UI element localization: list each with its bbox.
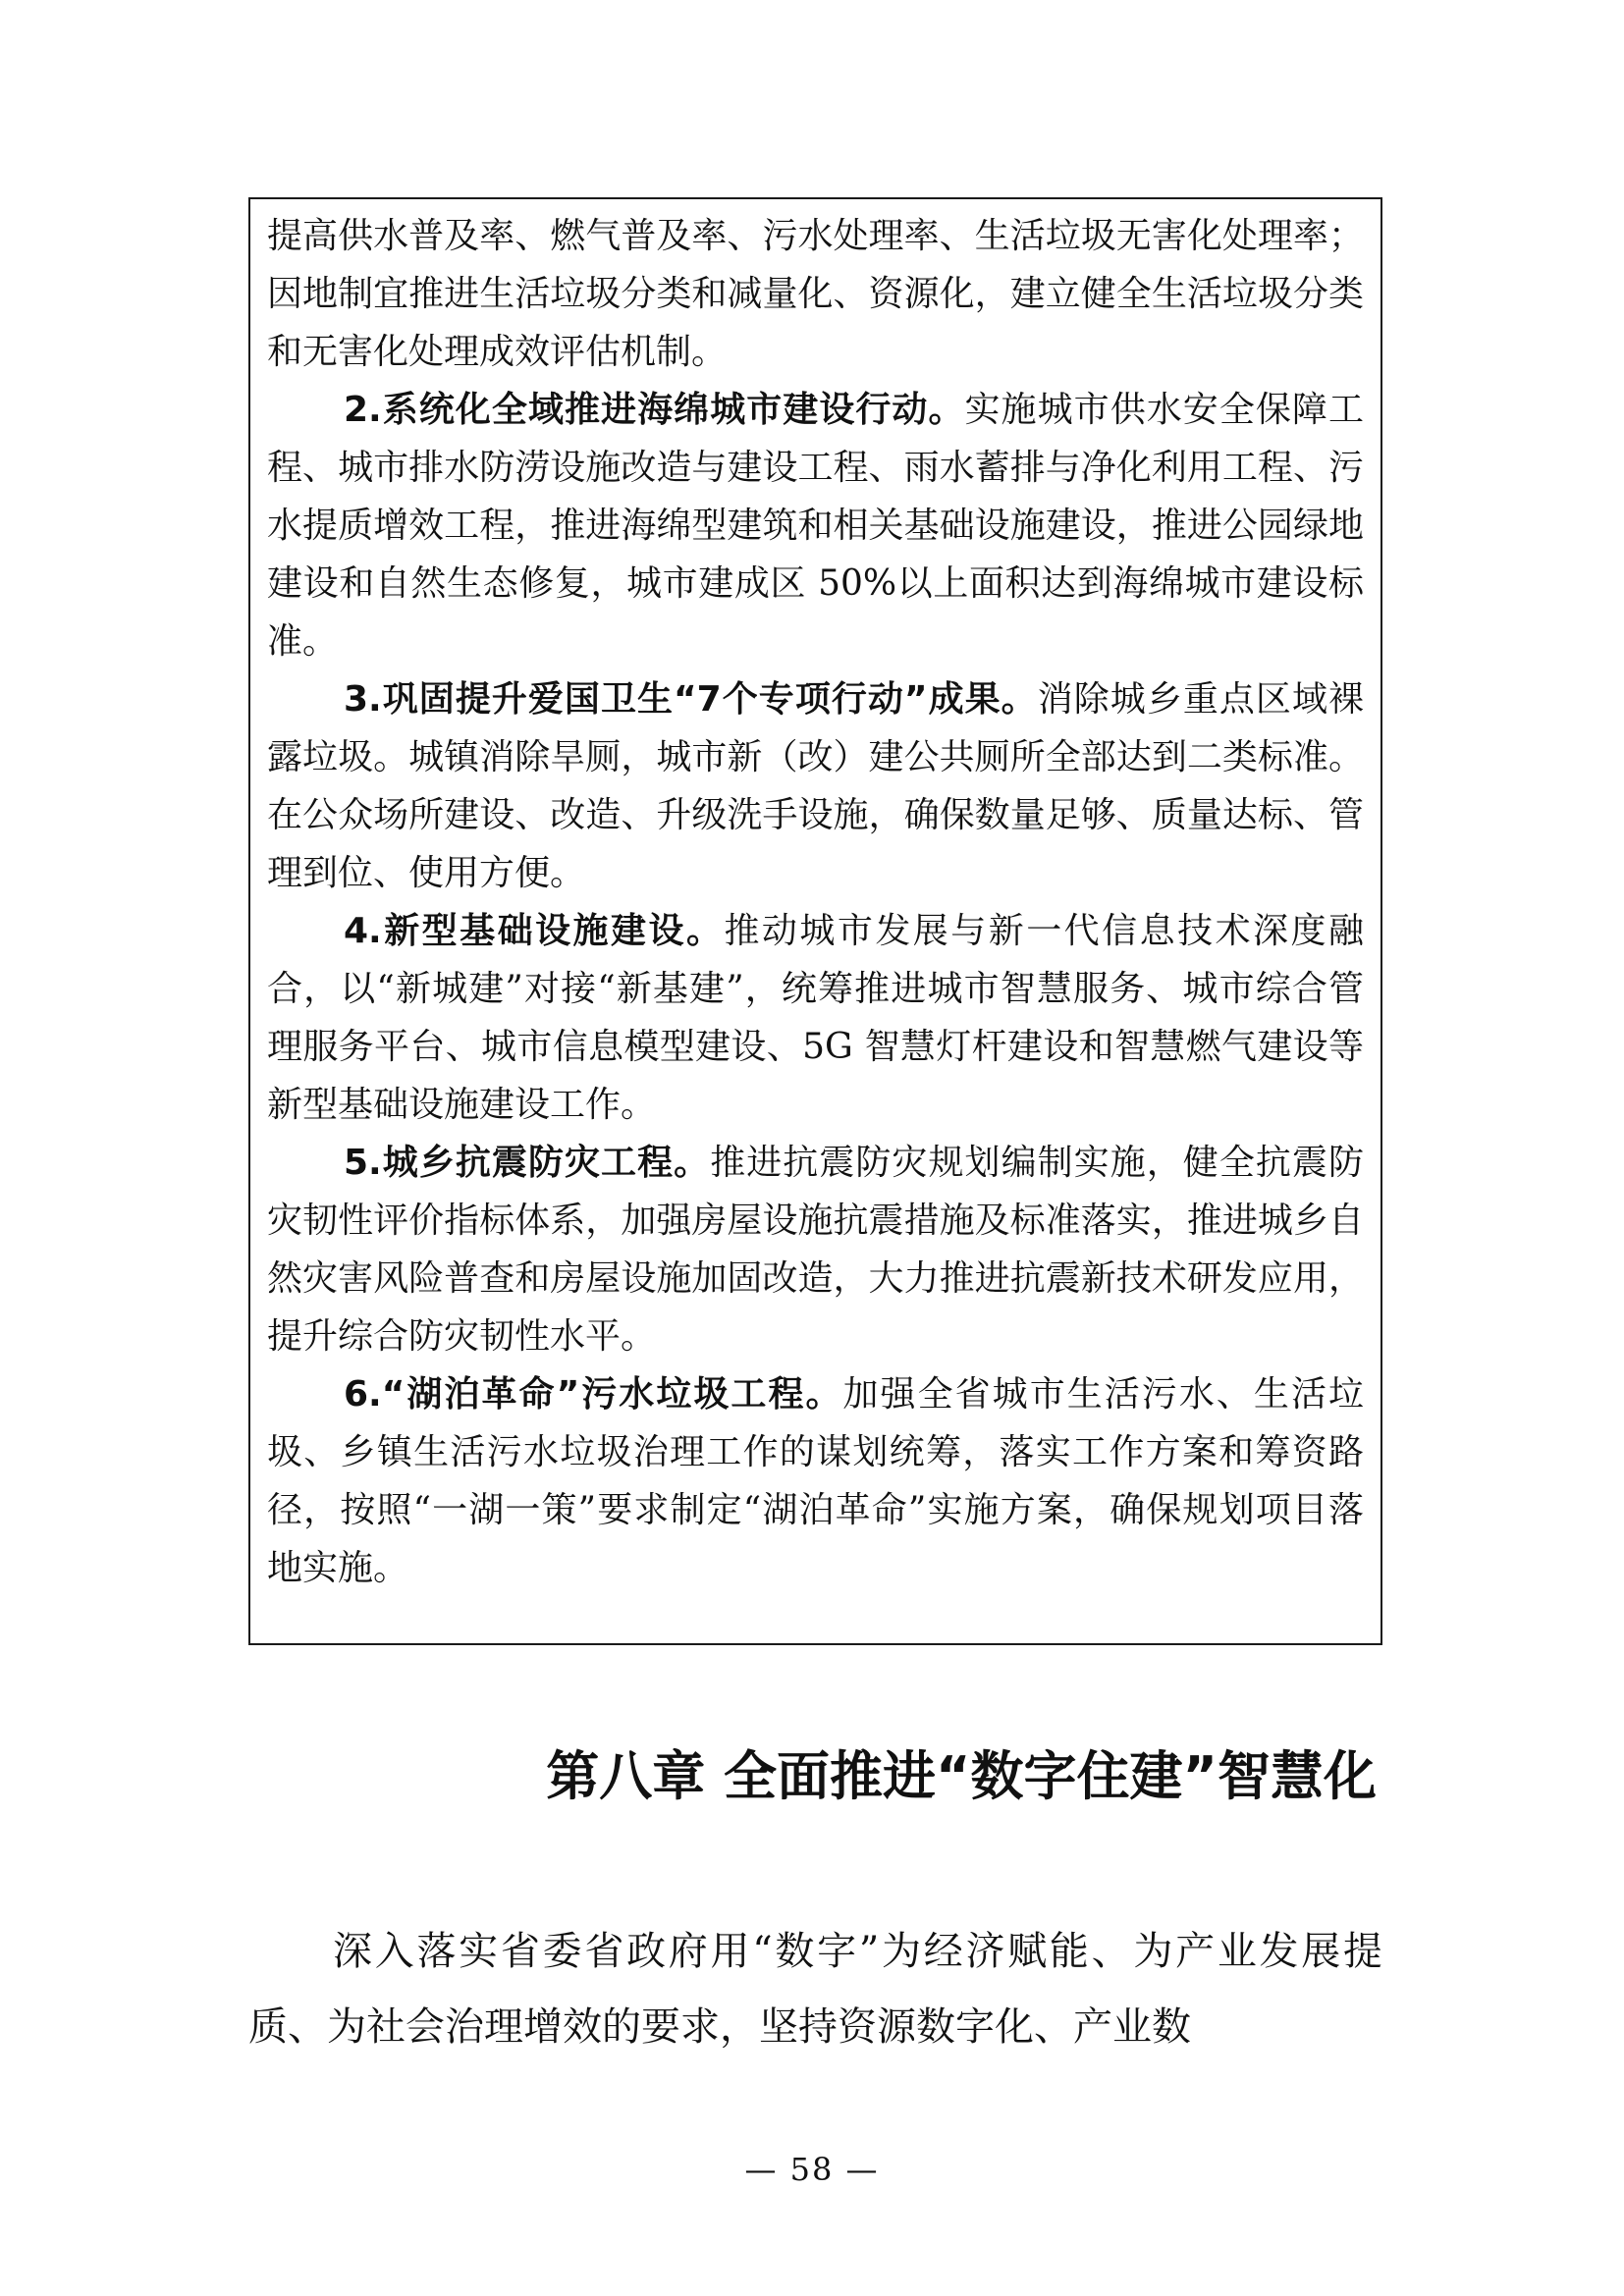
box-item-text: 推进抗震防灾规划编制实施，健全抗震防灾韧性评价指标体系，加强房屋设施抗震措施及标准落实，推进城乡自然灾害风险普查和房屋设施加固改造，大力推进抗震新技术研发应用，提升综合防灾韧性水平。 [267,1143,1364,1357]
box-item-2 [267,381,1364,670]
box-item-heading: 6.“湖泊革命”污水垃圾工程。 [344,1374,843,1415]
box-item-heading: 2.系统化全域推进海绵城市建设行动。 [344,390,965,430]
box-item-6 [267,1365,1364,1597]
box-intro-paragraph: 提高供水普及率、燃气普及率、污水处理率、生活垃圾无害化处理率；因地制宜推进生活垃圾分类和减量化、资源化，建立健全生活垃圾分类和无害化处理成效评估机制。 [267,216,1364,372]
box-item-text: 消除城乡重点区域裸露垃圾。城镇消除旱厕，城市新（改）建公共厕所全部达到二类标准。在公众场所建设、改造、升级洗手设施，确保数量足够、质量达标、管理到位、使用方便。 [267,679,1364,893]
box-item-3 [267,670,1364,902]
page-number: — 58 — [744,2151,880,2188]
box-item-heading: 4.新型基础设施建设。 [344,911,725,951]
box-item-text: 加强全省城市生活污水、生活垃圾、乡镇生活污水垃圾治理工作的谋划统筹，落实工作方案和筹资路径，按照“一湖一策”要求制定“湖泊革命”实施方案，确保规划项目落地实施。 [267,1374,1364,1588]
box-item-text: 推动城市发展与新一代信息技术深度融合，以“新城建”对接“新基建”，统筹推进城市智慧服务、城市综合管理服务平台、城市信息模型建设、5G 智慧灯杆建设和智慧燃气建设等新型基础设施建设工作。 [267,911,1364,1125]
content-box [248,197,1382,1645]
box-item-heading: 3.巩固提升爱国卫生“7个专项行动”成果。 [344,679,1038,720]
box-item-text: 实施城市供水安全保障工程、城市排水防涝设施改造与建设工程、雨水蓄排与净化利用工程、污水提质增效工程，推进海绵型建筑和相关基础设施建设，推进公园绿地建设和自然生态修复，城市建成区 50%以上面积达到海绵城市建设标准。 [267,390,1364,662]
chapter-title: 第八章 全面推进“数字住建”智慧化 [546,1745,1377,1807]
body-paragraph: 深入落实省委省政府用“数字”为经济赋能、为产业发展提质、为社会治理增效的要求，坚持资源数字化、产业数 [248,1929,1382,2050]
box-item-heading: 5.城乡抗震防灾工程。 [344,1143,711,1183]
box-item-5 [267,1134,1364,1365]
box-item-4 [267,902,1364,1134]
